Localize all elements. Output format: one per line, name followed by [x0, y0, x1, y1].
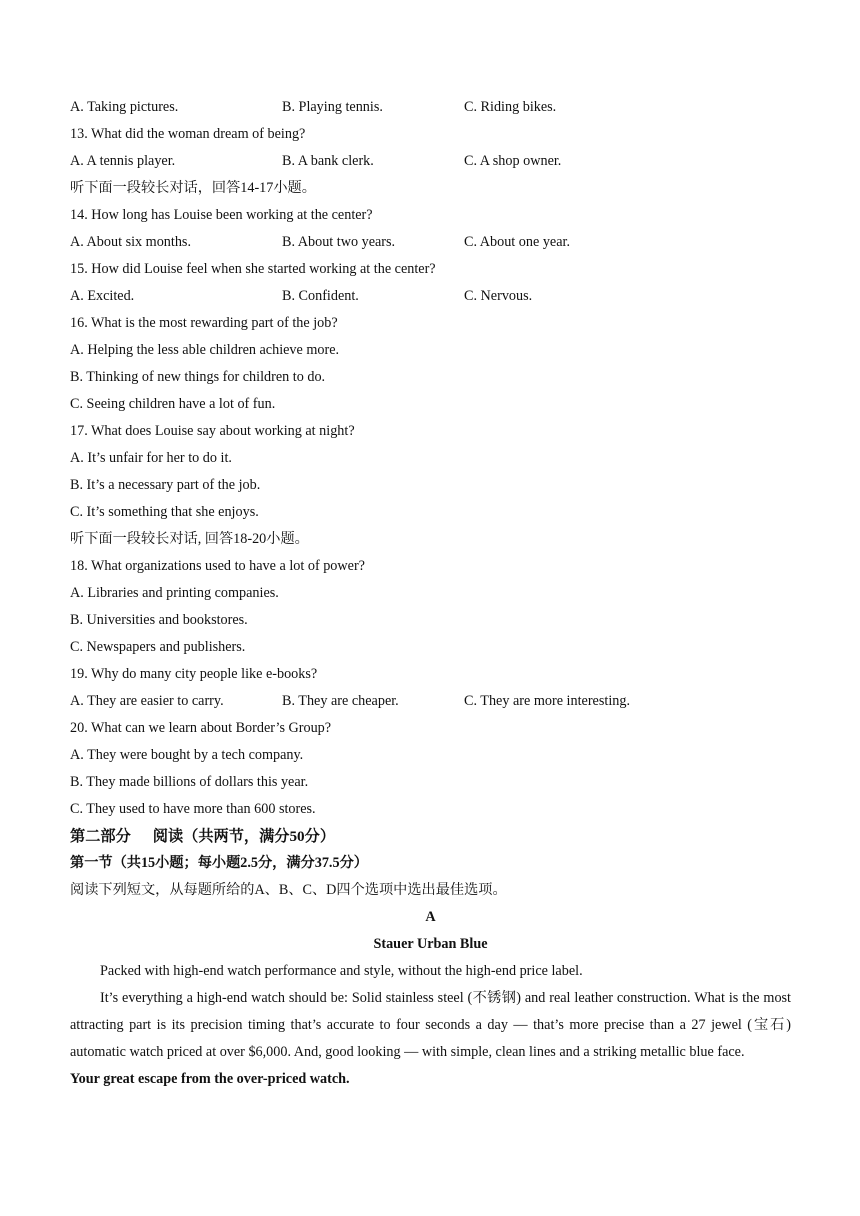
- passage-paragraph-2: It’s everything a high-end watch should be: Solid stainless steel (不锈钢) and real leather construction. What is the most attracting part is its precision timing that’s accurate to four seconds a day — that’s more precise than a 27 jewel (宝石) automatic watch priced at over $6,000. And, good looking — with simple, clean lines and a striking metallic blue face.: [70, 990, 791, 1060]
- option-c: C. A shop owner.: [464, 153, 562, 169]
- instruction-18-20: 听下面一段较长对话, 回答18-20小题。: [70, 531, 309, 547]
- option-b: B. They are cheaper.: [282, 693, 399, 709]
- question-14: 14. How long has Louise been working at the center?: [70, 207, 373, 223]
- q15-options: [70, 283, 791, 310]
- instruction-14-17: 听下面一段较长对话，回答14-17小题。: [70, 180, 316, 196]
- option-a: A. They are easier to carry.: [70, 693, 224, 709]
- option-c: C. About one year.: [464, 234, 570, 250]
- option-a: A. It’s unfair for her to do it.: [70, 450, 232, 466]
- option-b: B. Playing tennis.: [282, 99, 383, 115]
- reading-instruction: 阅读下列短文，从每题所给的A、B、C、D四个选项中选出最佳选项。: [70, 882, 507, 898]
- q13-options: [70, 148, 791, 175]
- part2-heading: [70, 823, 791, 850]
- option-b: B. A bank clerk.: [282, 153, 374, 169]
- option-a: A. About six months.: [70, 234, 192, 250]
- q14-options: [70, 229, 791, 256]
- option-b: B. They made billions of dollars this year.: [70, 774, 309, 790]
- question-15: 15. How did Louise feel when she started working at the center?: [70, 261, 436, 277]
- option-b: B. It’s a necessary part of the job.: [70, 477, 261, 493]
- question-19: 19. Why do many city people like e-books?: [70, 666, 318, 682]
- section1-heading: 第一节（共15小题；每小题2.5分，满分37.5分）: [70, 855, 368, 871]
- q19-options: [70, 688, 791, 715]
- question-13: 13. What did the woman dream of being?: [70, 126, 306, 142]
- option-a: A. Helping the less able children achieve more.: [70, 342, 340, 358]
- option-b: B. About two years.: [282, 234, 396, 250]
- passage-title: Stauer Urban Blue: [373, 936, 488, 952]
- option-a: A. A tennis player.: [70, 153, 176, 169]
- exam-page: [70, 94, 791, 1093]
- passage-letter: A: [425, 909, 436, 925]
- question-17: 17. What does Louise say about working at night?: [70, 423, 355, 439]
- question-20: 20. What can we learn about Border’s Group?: [70, 720, 332, 736]
- passage-paragraph-1: Packed with high-end watch performance and style, without the high-end price label.: [100, 963, 583, 979]
- option-c: C. Riding bikes.: [464, 99, 557, 115]
- question-16: 16. What is the most rewarding part of the job?: [70, 315, 338, 331]
- question-18: 18. What organizations used to have a lot of power?: [70, 558, 365, 574]
- option-c: C. Seeing children have a lot of fun.: [70, 396, 276, 412]
- option-a: A. Excited.: [70, 288, 135, 304]
- passage-bold-line: Your great escape from the over-priced watch.: [70, 1071, 350, 1087]
- part2-title: 阅读（共两节，满分50分）: [152, 828, 335, 845]
- q12-options: [70, 94, 791, 121]
- option-b: B. Universities and bookstores.: [70, 612, 248, 628]
- option-c: C. They used to have more than 600 stores.: [70, 801, 316, 817]
- option-c: C. It’s something that she enjoys.: [70, 504, 259, 520]
- option-b: B. Confident.: [282, 288, 359, 304]
- option-a: A. Libraries and printing companies.: [70, 585, 279, 601]
- option-b: B. Thinking of new things for children to do.: [70, 369, 326, 385]
- option-c: C. Nervous.: [464, 288, 533, 304]
- option-c: C. Newspapers and publishers.: [70, 639, 246, 655]
- option-a: A. Taking pictures.: [70, 99, 179, 115]
- part2-label: 第二部分: [70, 828, 131, 845]
- option-a: A. They were bought by a tech company.: [70, 747, 304, 763]
- option-c: C. They are more interesting.: [464, 693, 630, 709]
